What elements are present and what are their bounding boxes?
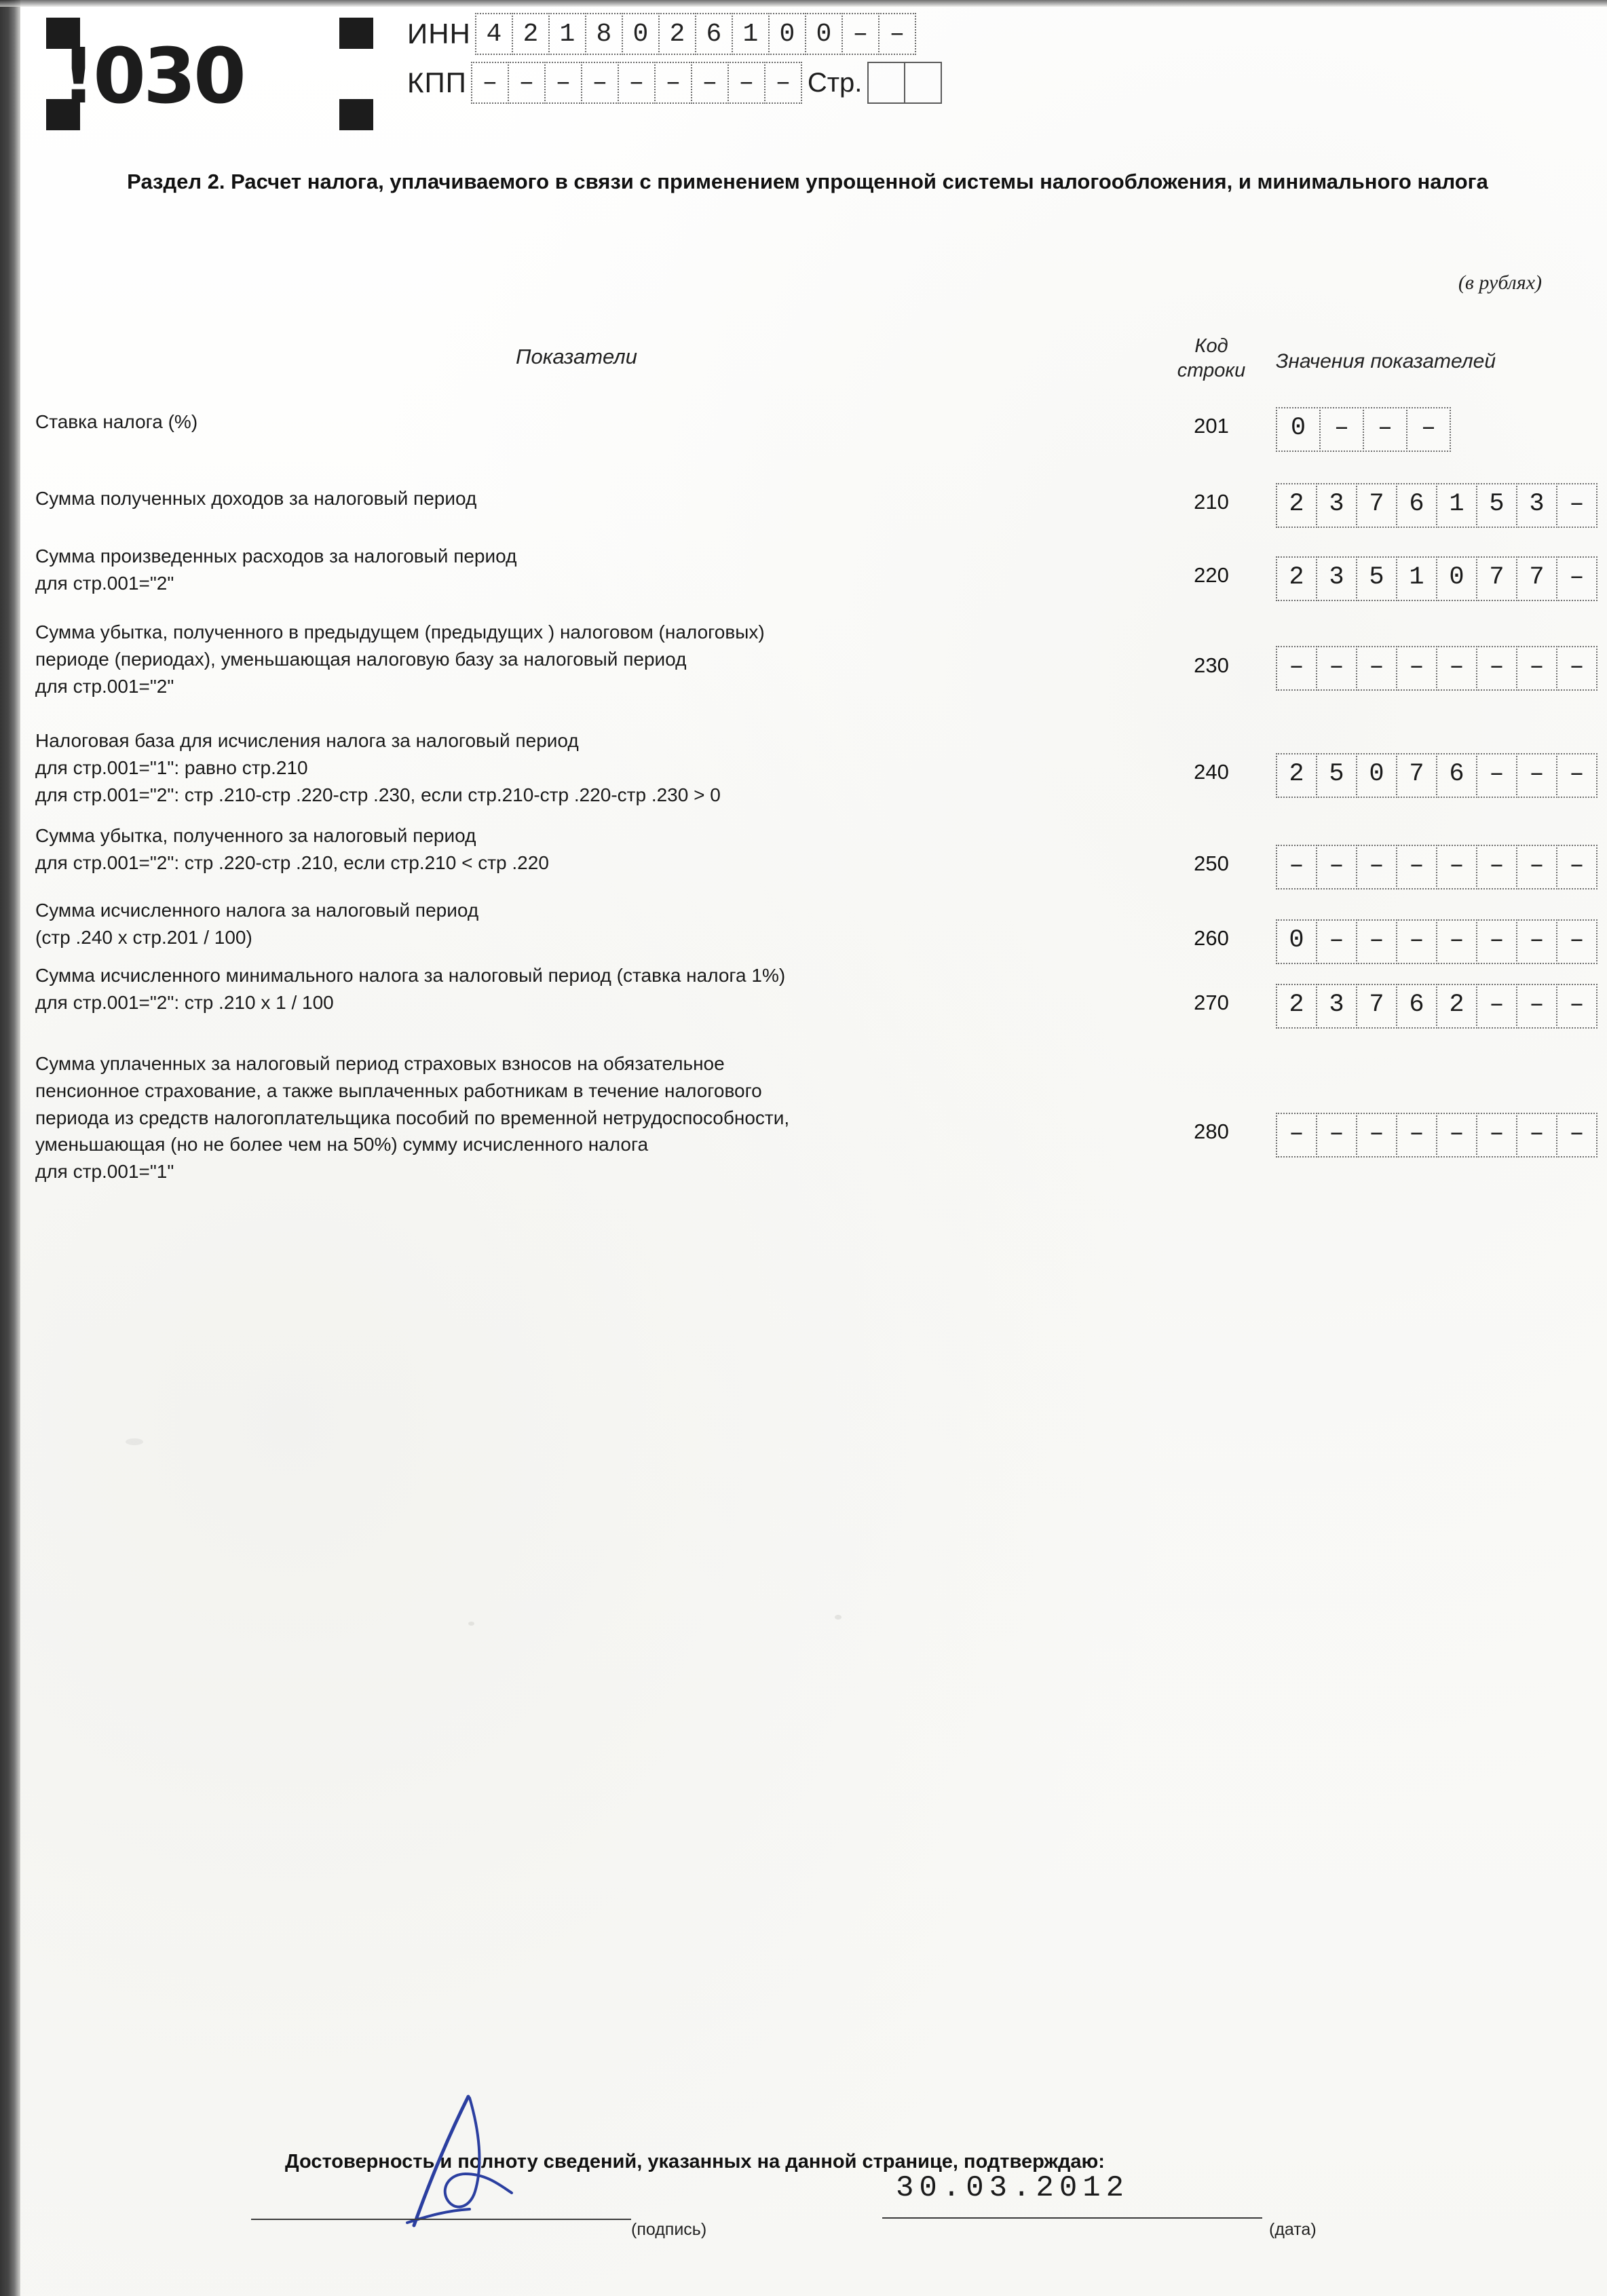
scan-edge-top — [0, 0, 1607, 7]
indicator-label — [35, 822, 1094, 877]
value-cell-240-5[interactable]: – — [1476, 753, 1517, 798]
kpp-cell-2[interactable]: – — [544, 62, 582, 104]
scan-speck — [126, 1438, 143, 1445]
value-cells[interactable] — [1276, 1113, 1596, 1157]
kpp-row — [407, 58, 941, 107]
kpp-cells[interactable] — [471, 62, 801, 104]
value-cell-201-2[interactable]: – — [1363, 407, 1407, 452]
indicator-label-line: периоде (периодах), уменьшающая налоговую базу за налоговый период — [35, 648, 687, 670]
value-cell-280-3[interactable]: – — [1396, 1113, 1437, 1157]
value-cells[interactable] — [1276, 407, 1450, 452]
value-cell-230-7[interactable]: – — [1556, 646, 1597, 691]
value-cells[interactable] — [1276, 984, 1596, 1029]
line-code: 260 — [1194, 926, 1229, 950]
value-cell-230-3[interactable]: – — [1396, 646, 1437, 691]
inn-row — [407, 9, 941, 58]
line-code: 270 — [1194, 991, 1229, 1014]
value-cell-250-6[interactable]: – — [1516, 845, 1557, 889]
header-values: Значения показателей — [1276, 350, 1496, 372]
kpp-cell-7[interactable]: – — [727, 62, 765, 104]
value-cell-210-7[interactable]: – — [1556, 483, 1597, 528]
inn-cell-11[interactable]: – — [878, 13, 916, 55]
kpp-cell-4[interactable]: – — [618, 62, 656, 104]
date-value: 30.03.2012 — [896, 2171, 1130, 2205]
page-cell-1[interactable] — [904, 62, 942, 104]
value-cells[interactable] — [1276, 646, 1596, 691]
value-cell-270-6[interactable]: – — [1516, 984, 1557, 1029]
value-cell-220-5[interactable]: 7 — [1476, 556, 1517, 601]
inn-cells[interactable] — [475, 13, 915, 55]
value-cell-220-4[interactable]: 0 — [1436, 556, 1477, 601]
value-cell-260-1[interactable]: – — [1316, 919, 1357, 964]
indicator-label-line: пенсионное страхование, а также выплаченных работникам в течение налогового — [35, 1079, 762, 1101]
indicator-label-line: Ставка налога (%) — [35, 411, 198, 432]
indicator-label-line: для стр.001="1": равно стр.210 — [35, 757, 308, 778]
value-cell-250-7[interactable]: – — [1556, 845, 1597, 889]
page-cell-0[interactable] — [867, 62, 905, 104]
line-code: 240 — [1194, 760, 1229, 784]
indicator-label-line: Сумма убытка, полученного за налоговый период — [35, 825, 476, 846]
value-cell-240-0[interactable]: 2 — [1276, 753, 1317, 798]
value-cell-260-4[interactable]: – — [1436, 919, 1477, 964]
value-cell-210-3[interactable]: 6 — [1396, 483, 1437, 528]
indicator-label-line: (стр .240 х стр.201 / 100) — [35, 926, 252, 948]
indicator-label — [35, 485, 1094, 512]
value-cell-250-1[interactable]: – — [1316, 845, 1357, 889]
page-label: Стр. — [807, 67, 863, 98]
inn-cell-3[interactable]: 8 — [585, 13, 623, 55]
value-cell-260-6[interactable]: – — [1516, 919, 1557, 964]
indicator-label-line: Сумма исчисленного налога за налоговый период — [35, 900, 479, 921]
value-cell-260-0[interactable]: 0 — [1276, 919, 1317, 964]
value-cell-220-2[interactable]: 5 — [1356, 556, 1397, 601]
value-cell-260-5[interactable]: – — [1476, 919, 1517, 964]
indicator-label-line: уменьшающая (но не более чем на 50%) сумму исчисленного налога — [35, 1134, 649, 1155]
value-cell-220-1[interactable]: 3 — [1316, 556, 1357, 601]
inn-cell-9[interactable]: 0 — [805, 13, 843, 55]
barcode-corner-top-right — [339, 18, 373, 49]
value-cell-201-3[interactable]: – — [1406, 407, 1451, 452]
inn-cell-4[interactable]: 0 — [622, 13, 660, 55]
value-cell-220-0[interactable]: 2 — [1276, 556, 1317, 601]
kpp-cell-1[interactable]: – — [508, 62, 546, 104]
kpp-cell-3[interactable]: – — [581, 62, 619, 104]
value-cell-230-4[interactable]: – — [1436, 646, 1477, 691]
value-cells[interactable] — [1276, 753, 1596, 798]
value-cell-280-1[interactable]: – — [1316, 1113, 1357, 1157]
scan-edge-left — [0, 0, 20, 2296]
value-cell-210-2[interactable]: 7 — [1356, 483, 1397, 528]
value-cell-260-7[interactable]: – — [1556, 919, 1597, 964]
value-cells[interactable] — [1276, 845, 1596, 889]
value-cell-260-3[interactable]: – — [1396, 919, 1437, 964]
indicator-label — [35, 1050, 1094, 1185]
value-cell-240-6[interactable]: – — [1516, 753, 1557, 798]
section-title: Раздел 2. Расчет налога, уплачиваемого в связи с применением упрощенной системы налогообложения, и минимального налога — [127, 170, 1488, 193]
value-cell-210-0[interactable]: 2 — [1276, 483, 1317, 528]
value-cell-210-6[interactable]: 3 — [1516, 483, 1557, 528]
scan-speck — [468, 1622, 474, 1626]
value-cell-270-2[interactable]: 7 — [1356, 984, 1397, 1029]
value-cell-280-0[interactable]: – — [1276, 1113, 1317, 1157]
indicator-label-line: Налоговая база для исчисления налога за налоговый период — [35, 730, 579, 751]
value-cell-250-2[interactable]: – — [1356, 845, 1397, 889]
value-cell-240-7[interactable]: – — [1556, 753, 1597, 798]
header-code-line2: строки — [1177, 360, 1246, 382]
value-cell-230-6[interactable]: – — [1516, 646, 1557, 691]
indicator-label — [35, 543, 1094, 597]
indicator-label-line: Сумма уплаченных за налоговый период страховых взносов на обязательное — [35, 1053, 725, 1074]
value-cell-250-4[interactable]: – — [1436, 845, 1477, 889]
value-cell-240-3[interactable]: 7 — [1396, 753, 1437, 798]
indicator-label — [35, 897, 1094, 951]
indicator-label-line: для стр.001="2" — [35, 675, 174, 697]
value-cell-230-5[interactable]: – — [1476, 646, 1517, 691]
barcode-corner-bottom-right — [339, 99, 373, 130]
kpp-cell-0[interactable]: – — [471, 62, 509, 104]
indicator-label — [35, 962, 1094, 1016]
line-code: 280 — [1194, 1120, 1229, 1143]
value-cell-220-6[interactable]: 7 — [1516, 556, 1557, 601]
confirmation-text: Достоверность и полноту сведений, указанных на данной странице, подтверждаю: — [285, 2151, 1105, 2173]
scan-speck — [835, 1615, 842, 1620]
header-code-line1: Код — [1194, 335, 1228, 357]
indicator-label-line: для стр.001="2": стр .210-стр .220-стр .230, если стр.210-стр .220-стр .230 > 0 — [35, 784, 721, 805]
indicator-label — [35, 619, 1094, 700]
line-code: 230 — [1194, 653, 1229, 677]
inn-cell-10[interactable]: – — [842, 13, 880, 55]
indicator-label-line: для стр.001="1" — [35, 1161, 174, 1182]
inn-cell-5[interactable]: 2 — [658, 13, 696, 55]
kpp-cell-6[interactable]: – — [691, 62, 729, 104]
value-cell-230-0[interactable]: – — [1276, 646, 1317, 691]
value-cell-280-6[interactable]: – — [1516, 1113, 1557, 1157]
value-cell-220-3[interactable]: 1 — [1396, 556, 1437, 601]
value-cell-280-2[interactable]: – — [1356, 1113, 1397, 1157]
indicator-label-line: Сумма произведенных расходов за налоговый период — [35, 546, 517, 567]
value-cells[interactable] — [1276, 556, 1596, 601]
value-cell-250-3[interactable]: – — [1396, 845, 1437, 889]
line-code: 210 — [1194, 490, 1229, 514]
value-cell-270-1[interactable]: 3 — [1316, 984, 1357, 1029]
value-cell-230-2[interactable]: – — [1356, 646, 1397, 691]
value-cell-250-5[interactable]: – — [1476, 845, 1517, 889]
inn-cell-7[interactable]: 1 — [732, 13, 770, 55]
indicator-label-line: для стр.001="2": стр .210 х 1 / 100 — [35, 991, 334, 1013]
value-cell-270-7[interactable]: – — [1556, 984, 1597, 1029]
line-code: 250 — [1194, 852, 1229, 875]
indicator-label-line: для стр.001="2" — [35, 572, 174, 594]
date-caption: (дата) — [1269, 2220, 1317, 2239]
inn-cell-2[interactable]: 1 — [548, 13, 586, 55]
page-number-cells[interactable] — [867, 62, 941, 104]
inn-label: ИНН — [407, 18, 471, 50]
indicator-label-line: Сумма исчисленного минимального налога за налоговый период (ставка налога 1%) — [35, 965, 786, 986]
value-cells[interactable] — [1276, 483, 1596, 528]
value-cell-280-7[interactable]: – — [1556, 1113, 1597, 1157]
signature-line — [251, 2219, 631, 2220]
indicator-label-line: периода из средств налогоплательщика пособий по временной нетрудоспособности, — [35, 1107, 790, 1128]
value-cells[interactable] — [1276, 919, 1596, 964]
value-cell-270-5[interactable]: – — [1476, 984, 1517, 1029]
value-cell-270-3[interactable]: 6 — [1396, 984, 1437, 1029]
form-code-text: !030 — [61, 33, 244, 121]
value-cell-250-0[interactable]: – — [1276, 845, 1317, 889]
value-cell-210-1[interactable]: 3 — [1316, 483, 1357, 528]
indicator-label — [35, 727, 1094, 808]
value-cell-280-5[interactable]: – — [1476, 1113, 1517, 1157]
value-cell-210-4[interactable]: 1 — [1436, 483, 1477, 528]
identification-block — [407, 9, 941, 107]
value-cell-240-2[interactable]: 0 — [1356, 753, 1397, 798]
indicator-label — [35, 408, 1094, 436]
value-cell-210-5[interactable]: 5 — [1476, 483, 1517, 528]
value-cell-240-1[interactable]: 5 — [1316, 753, 1357, 798]
indicator-label-line: Сумма убытка, полученного в предыдущем (предыдущих ) налоговом (налоговых) — [35, 621, 765, 643]
value-cell-240-4[interactable]: 6 — [1436, 753, 1477, 798]
kpp-cell-8[interactable]: – — [764, 62, 802, 104]
line-code: 220 — [1194, 563, 1229, 587]
indicator-label-line: для стр.001="2": стр .220-стр .210, если стр.210 < стр .220 — [35, 852, 549, 873]
value-cell-270-4[interactable]: 2 — [1436, 984, 1477, 1029]
form-barcode — [41, 12, 366, 134]
inn-cell-1[interactable]: 2 — [512, 13, 550, 55]
kpp-label: КПП — [407, 66, 467, 98]
kpp-cell-5[interactable]: – — [654, 62, 692, 104]
signature-caption: (подпись) — [631, 2220, 707, 2239]
value-cell-201-1[interactable]: – — [1319, 407, 1364, 452]
value-cell-260-2[interactable]: – — [1356, 919, 1397, 964]
header-code — [1154, 334, 1269, 383]
value-cell-280-4[interactable]: – — [1436, 1113, 1477, 1157]
line-code: 201 — [1194, 414, 1229, 438]
indicator-label-line: Сумма полученных доходов за налоговый период — [35, 488, 477, 509]
currency-note: (в рублях) — [1458, 271, 1542, 294]
inn-cell-0[interactable]: 4 — [475, 13, 513, 55]
value-cell-270-0[interactable]: 2 — [1276, 984, 1317, 1029]
date-line — [882, 2217, 1262, 2219]
value-cell-220-7[interactable]: – — [1556, 556, 1597, 601]
value-cell-201-0[interactable]: 0 — [1276, 407, 1321, 452]
inn-cell-6[interactable]: 6 — [695, 13, 733, 55]
value-cell-230-1[interactable]: – — [1316, 646, 1357, 691]
header-indicators: Показатели — [516, 345, 637, 368]
inn-cell-8[interactable]: 0 — [768, 13, 806, 55]
